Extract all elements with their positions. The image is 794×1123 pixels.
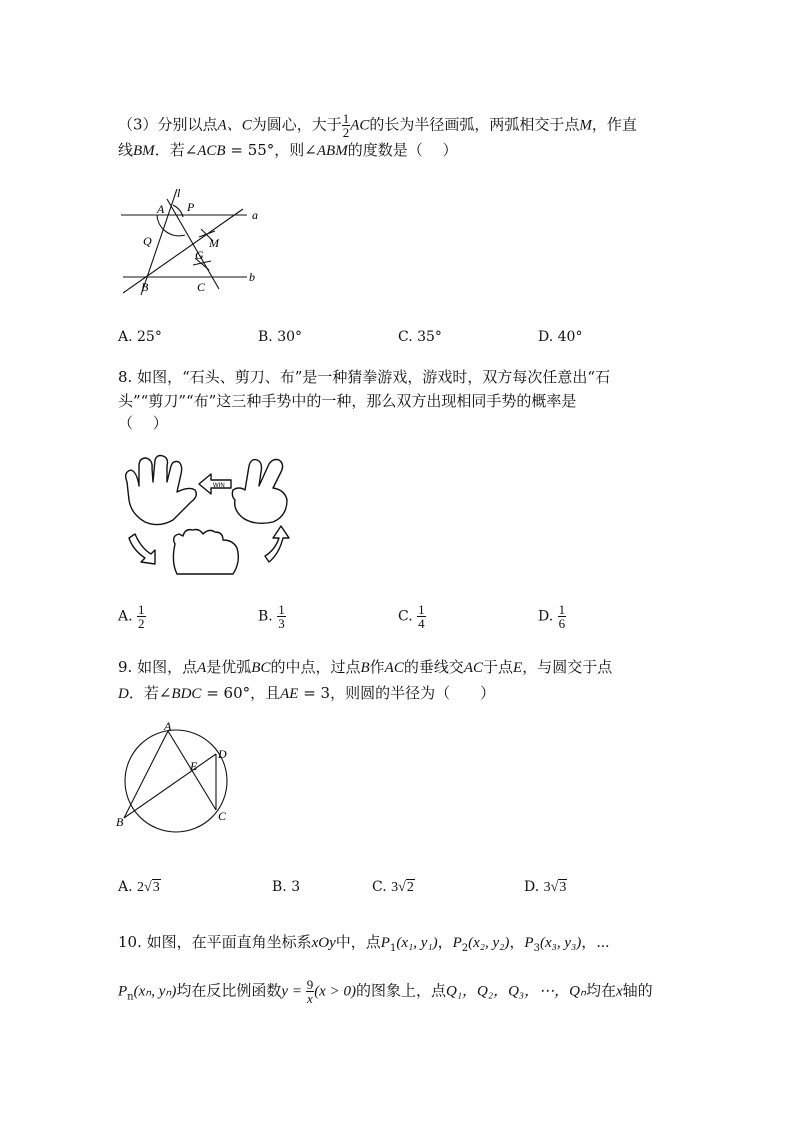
q7-geometry-figure (115, 185, 275, 300)
arrow-right-up-icon (265, 526, 289, 562)
label-G: G (195, 248, 204, 262)
q8-option-c[interactable]: C. $\frac{1}{4}$ (398, 602, 425, 631)
q8-option-b[interactable]: B. $\frac{1}{3}$ (258, 602, 285, 631)
label-A: A (157, 202, 165, 216)
q7-option-b[interactable]: B. 30° (258, 329, 303, 345)
q8-text-line-3: （ ） (118, 414, 168, 432)
label-A: A (164, 722, 172, 733)
label-l: l (177, 186, 181, 200)
label-a: a (252, 208, 258, 222)
label-B: B (116, 815, 124, 829)
q9-text-line-1: 9. 如图，点A是优弧BC的中点，过点B作AC的垂线交AC于点E，与圆交于点 (118, 658, 613, 676)
arrow-left-down-icon (129, 534, 155, 564)
points-a-c: A、C (217, 117, 252, 134)
q9-option-b[interactable]: B. 3 (272, 879, 301, 895)
half-fraction: $\frac{1}{2}$ (342, 111, 350, 140)
label-C: C (218, 809, 227, 823)
label-Q: Q (143, 234, 152, 248)
q8-text-line-1: 8. 如图，“石头、剪刀、布”是一种猜拳游戏，游戏时，双方每次任意出“石 (118, 368, 611, 386)
scissors-hand-icon (232, 460, 287, 524)
q7-text-line-2: 线BM．若∠ACB = 55°，则∠ABM的度数是（ ） (118, 141, 458, 159)
q10-text-line-1: 10. 如图，在平面直角坐标系xOy中，点$P_1(x_1$, y₁)，$P_2(x_2$, y₂)，$P_3(x_3$, y₃)，⋯ (118, 933, 610, 954)
paper-hand-icon (126, 456, 197, 525)
q9-option-a[interactable]: A. 2√3 (118, 879, 160, 895)
win-label: WIN (213, 483, 225, 489)
rock-paper-scissors-figure (115, 452, 305, 578)
q8-text-line-2: 头”“剪刀”“布”这三种手势中的一种，那么双方出现相同手势的概率是 (118, 392, 577, 410)
q7-option-c[interactable]: C. 35° (398, 329, 442, 345)
label-D: D (218, 747, 227, 761)
label-M: M (209, 236, 219, 250)
label-B: B (141, 280, 149, 294)
label-b: b (249, 270, 255, 284)
q7-option-a[interactable]: A. 25° (118, 329, 162, 345)
q9-option-c[interactable]: C. 3√2 (372, 879, 414, 895)
label-E: E (190, 759, 198, 773)
q8-option-d[interactable]: D. $\frac{1}{6}$ (538, 602, 566, 631)
rock-hand-icon (173, 530, 238, 575)
q9-option-d[interactable]: D. 3√3 (524, 879, 567, 895)
q8-option-a[interactable]: A. $\frac{1}{2}$ (118, 602, 145, 631)
label-P: P (187, 200, 195, 214)
label-C: C (197, 280, 206, 294)
q7-option-d[interactable]: D. 40° (538, 329, 583, 345)
q10-text-line-2: $P_n(x_n$, yₙ)均在反比例函数y = $\frac{9}{x}$ (x > 0)的图象上，点Q₁，Q₂，Q₃，⋯，Qₙ均在x轴的 (118, 977, 653, 1006)
q7-text-line-1: （3）分别以点A、C为圆心，大于 $\frac{1}{2}$ AC的长为半径画弧，两弧相交于点M，作直 (118, 111, 637, 140)
q9-text-line-2: D．若∠BDC = 60°，且AE = 3，则圆的半径为（ ） (118, 684, 496, 702)
q9-circle-figure (112, 722, 242, 834)
